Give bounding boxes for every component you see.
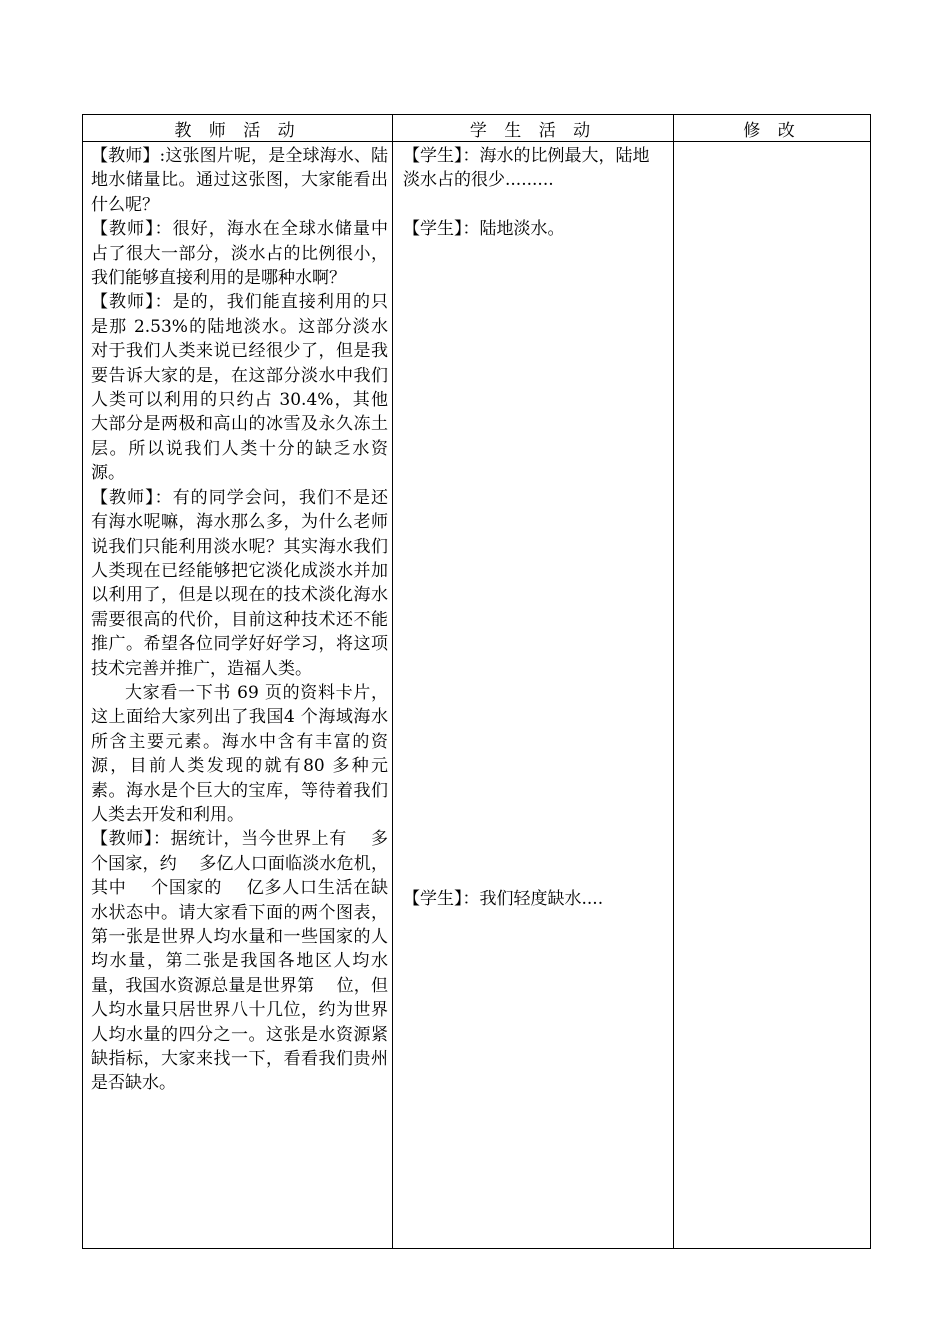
header-student-activity: 学 生 活 动 [393,115,674,142]
teacher-paragraph: 【教师】：据统计，当今世界上有 多个国家，约 多亿人口面临淡水危机，其中 个国家的 亿多人口生活在缺水状态中。请大家看下面的两个图表，第一张是世界人均水量和一些国家的人均水量，第二张是我国各地区人均水量，我国水资源总量是世界第 位，但人均水量只居世界八十几位，约为世界人均水量的四分之一。这张是水资源紧缺指标，大家来找一下，看看我们贵州是否缺水。 [91,829,388,1094]
revise-content [674,142,870,1246]
header-revise: 修 改 [674,115,871,142]
student-paragraph: 【学生】：海水的比例最大，陆地淡水占的很少......... [403,146,650,191]
teacher-paragraph: 【教师】：有的同学会问，我们不是还有海水呢嘛，海水那么多，为什么老师说我们只能利用淡水呢？其实海水我们人类现在已经能够把它淡化成淡水并加以利用了，但是以现在的技术淡化海水需要很高的代价，目前这种技术还不能推广。希望各位同学好好学习，将这项技术完善并推广，造福人类。 [91,487,388,679]
student-paragraph: 【学生】：陆地淡水。 [403,219,565,239]
lesson-activity-table [82,114,871,1249]
teacher-paragraph: 【教师】:这张图片呢，是全球海水、陆地水储量比。通过这张图，大家能看出什么呢？ [91,146,388,215]
teacher-paragraph: 大家看一下书 69 页的资料卡片，这上面给大家列出了我国4 个海域海水所含主要元素。海水中含有丰富的资源，目前人类发现的就有80 多种元素。海水是个巨大的宝库，等待着我们人类去开发和利用。 [91,682,388,825]
student-paragraph: 【学生】：我们轻度缺水.... [403,889,604,909]
teacher-paragraph: 【教师】：很好，海水在全球水储量中占了很大一部分，淡水占的比例很小，我们能够直接利用的是哪种水啊？ [91,219,388,289]
header-teacher-activity: 教 师 活 动 [83,115,393,142]
revise-cell [674,142,871,1249]
content-row [83,142,871,1249]
teacher-paragraph: 【教师】：是的，我们能直接利用的只是那 2.53%的陆地淡水。这部分淡水对于我们人类来说已经很少了，但是我要告诉大家的是，在这部分淡水中我们人类可以利用的只约占 30.4%，其他大部分是两极和高山的冰雪及永久冻土层。所以说我们人类十分的缺乏水资源。 [91,292,388,484]
student-activity-cell [393,142,674,1249]
teacher-activity-cell [83,142,393,1249]
header-row [83,115,871,142]
